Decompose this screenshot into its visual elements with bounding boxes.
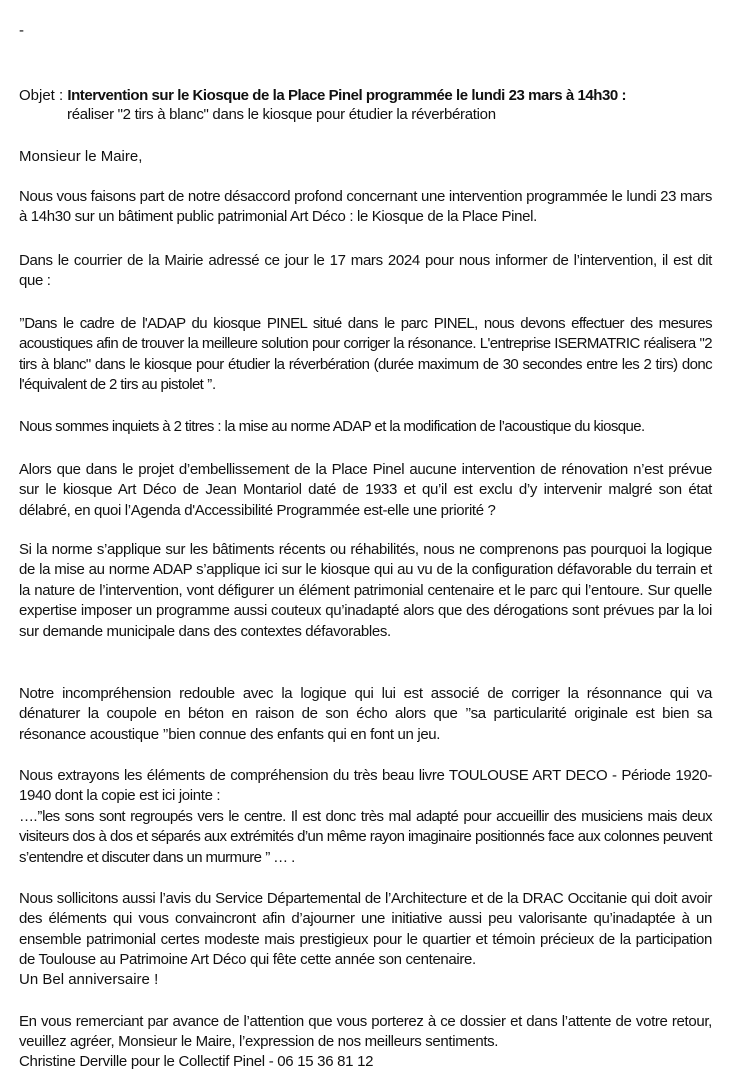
subject-label: Objet :	[19, 87, 68, 104]
paragraph-resonance: Notre incompréhension redouble avec la logique qui lui est associé de corriger la résonnance qui va dénaturer la coupole en béton en raison de son écho alors que ’’sa particularité originale est bien sa résonance acoustique ’’bien connue des enfants qui en font un jeu.	[19, 685, 712, 743]
paragraph-norm: Si la norme s’applique sur les bâtiments récents ou réhabilités, nous ne comprenons pas pourquoi la logique de la mise au norme ADAP s’applique ici sur le kiosque qui au vu de la configuration défavorable du terrain et la nature de l’intervention, vont défigurer un élément patrimonial centenaire et le parc qui l’entoure. Sur quelle expertise imposer un programme aussi couteux qu’inadapté alors que des dérogations sont prévues par la loi sur demande municipale dans des contextes défavorables.	[19, 541, 712, 640]
subject-subtitle: réaliser "2 tirs à blanc" dans le kiosque pour étudier la réverbération	[67, 106, 496, 123]
paragraph-concerns: Nous sommes inquiets à 2 titres : la mise au norme ADAP et la modification de l’acoustique du kiosque.	[19, 418, 645, 435]
salutation: Monsieur le Maire,	[19, 148, 143, 165]
paragraph-book-quote: ….’’les sons sont regroupés vers le centre. Il est donc très mal adapté pour accueillir des musiciens mais deux visiteurs dos à dos et séparés aux extrémités d’un même rayon imaginaire positionnés face aux colonnes peuvent s’entendre et discuter dans un murmure ’’ … .	[19, 808, 712, 866]
signature: Christine Derville pour le Collectif Pinel - 06 15 36 81 12	[19, 1053, 374, 1070]
subject-line	[19, 86, 626, 106]
subject-title: Intervention sur le Kiosque de la Place Pinel programmée le lundi 23 mars à 14h30 :	[67, 87, 627, 104]
paragraph-embellishment: Alors que dans le projet d’embellissement de la Place Pinel aucune intervention de rénovation n’est prévue sur le kiosque Art Déco de Jean Montariol daté de 1933 et qu’il est exclu d’y intervenir malgré son état délabré, en quoi l’Agenda d'Accessibilité Programmée est-elle une priorité ?	[19, 461, 712, 519]
paragraph-drac: Nous sollicitons aussi l’avis du Service Départemental de l’Architecture et de la DRAC Occitanie qui doit avoir des éléments qui vous convaincront afin d’ajourner une initiative aussi peu valorisante qu’inadaptée à un ensemble patrimonial certes modeste mais prestigieux pour le quartier et témoin précieux de la participation de Toulouse au Patrimoine Art Déco qui fête cette année son centenaire.	[19, 890, 712, 969]
leading-dash: -	[19, 22, 24, 39]
paragraph-quote-mairie: ’’Dans le cadre de l'ADAP du kiosque PINEL situé dans le parc PINEL, nous devons effectuer des mesures acoustiques afin de trouver la meilleure solution pour corriger la résonance. L'entreprise ISERMATRIC réalisera "2 tirs à blanc" dans le kiosque pour étudier la réverbération (durée maximum de 30 secondes entre les 2 tirs) donc l'équivalent de 2 tirs au pistolet ’’.	[19, 315, 712, 394]
paragraph-mairie-letter: Dans le courrier de la Mairie adressé ce jour le 17 mars 2024 pour nous informer de l’intervention, il est dit que :	[19, 252, 712, 290]
paragraph-disagreement: Nous vous faisons part de notre désaccord profond concernant une intervention programmée le lundi 23 mars à 14h30 sur un bâtiment public patrimonial Art Déco : le Kiosque de la Place Pinel.	[19, 188, 712, 226]
paragraph-book-extract: Nous extrayons les éléments de compréhension du très beau livre TOULOUSE ART DECO - Période 1920-1940 dont la copie est ici jointe :	[19, 767, 712, 805]
paragraph-closing: En vous remerciant par avance de l’attention que vous porterez à ce dossier et dans l’attente de votre retour, veuillez agréer, Monsieur le Maire, l’expression de nos meilleurs sentiments.	[19, 1013, 712, 1051]
paragraph-anniversary: Un Bel anniversaire !	[19, 971, 159, 988]
